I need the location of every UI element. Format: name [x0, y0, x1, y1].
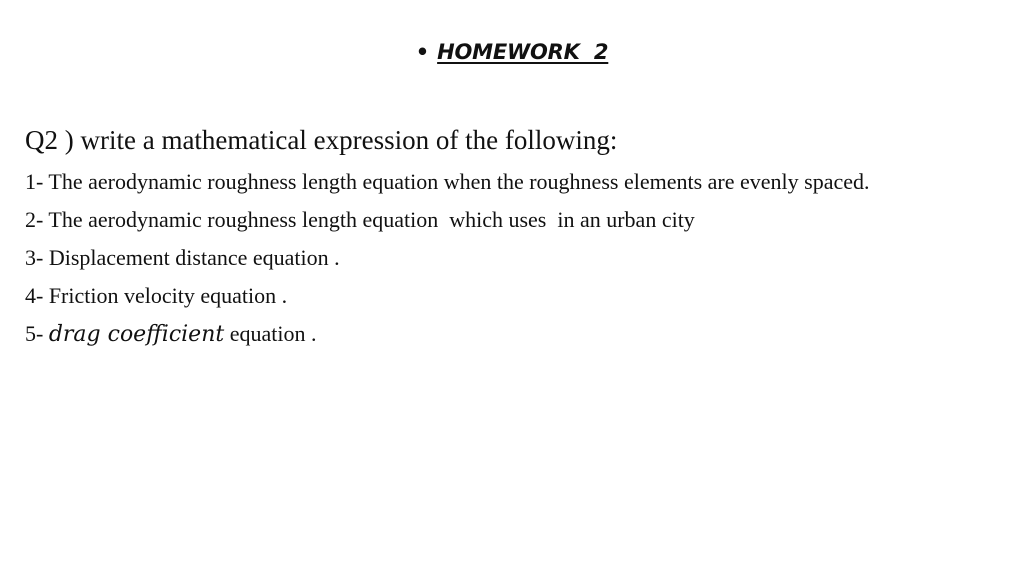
bullet-icon: •: [415, 40, 430, 64]
list-item-2: 2- The aerodynamic roughness length equation which uses in an urban city: [25, 207, 695, 232]
math-expression: drag coefficient: [48, 322, 225, 347]
slide-title: HOMEWORK 2: [437, 40, 609, 64]
list-item-3: 3- Displacement distance equation .: [25, 245, 340, 270]
question-heading: Q2 ) write a mathematical expression of the following:: [25, 125, 618, 155]
slide-body: [25, 122, 985, 359]
list-item-1: 1- The aerodynamic roughness length equation when the roughness elements are evenly spaced.: [25, 169, 870, 194]
list-item-5-suffix: equation .: [224, 321, 317, 346]
list-item-4: 4- Friction velocity equation .: [25, 283, 288, 308]
list-item-5-prefix: 5-: [25, 321, 49, 346]
list-item-5: [25, 320, 985, 348]
slide-title-row: [0, 36, 1024, 68]
